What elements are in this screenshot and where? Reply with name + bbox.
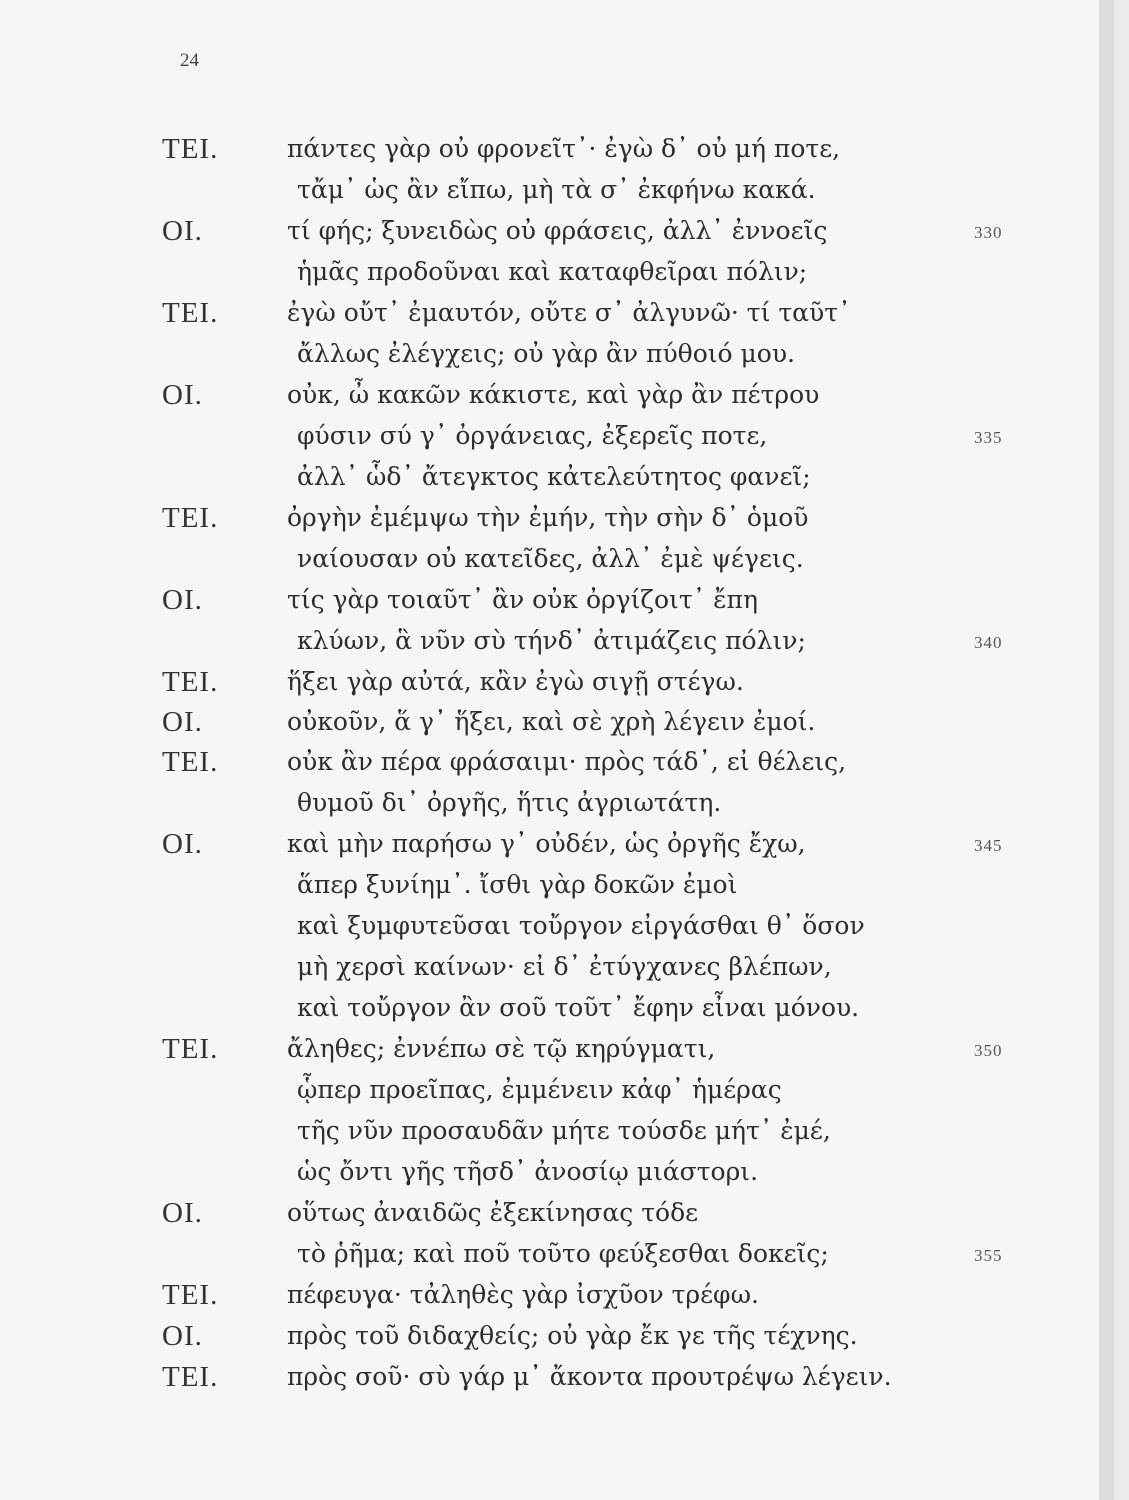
speaker-label: TEI.	[162, 666, 219, 698]
verse-line	[0, 581, 1114, 619]
speaker-label: OI.	[162, 828, 203, 860]
line-number: 345	[974, 836, 1003, 855]
verse-line	[0, 294, 1114, 332]
verse-text: ἄλλως ἐλέγχεις; οὐ γὰρ ἂν πύθοιό μου.	[297, 339, 795, 368]
verse-line	[0, 212, 1114, 250]
verse-text: τὸ ῥῆμα; καὶ ποῦ τοῦτο φεύξεσθαι δοκεῖς;	[297, 1239, 829, 1268]
speaker-label: TEI.	[162, 297, 219, 329]
verse-text: ἐγὼ οὔτ᾽ ἐμαυτόν, οὔτε σ᾽ ἀλγυνῶ· τί ταῦτ᾽	[287, 298, 851, 327]
speaker-label: TEI.	[162, 133, 219, 165]
verse-line	[0, 663, 1114, 701]
verse-line	[0, 703, 1114, 741]
verse-text: κλύων, ἃ νῦν σὺ τήνδ᾽ ἀτιμάζεις πόλιν;	[297, 626, 806, 655]
speaker-label: OI.	[162, 1197, 203, 1229]
verse-line	[0, 866, 1114, 904]
verse-text: πέφευγα· τἀληθὲς γὰρ ἰσχῦον τρέφω.	[287, 1280, 759, 1309]
verse-line	[0, 622, 1114, 660]
verse-line	[0, 335, 1114, 373]
verse-line	[0, 907, 1114, 945]
verse-text: οὐκοῦν, ἅ γ᾽ ἥξει, καὶ σὲ χρὴ λέγειν ἐμοί.	[287, 707, 816, 736]
verse-text: τί φής; ξυνειδὼς οὐ φράσεις, ἀλλ᾽ ἐννοεῖς	[287, 216, 828, 245]
speaker-label: OI.	[162, 706, 203, 738]
verse-text: ναίουσαν οὐ κατεῖδες, ἀλλ᾽ ἐμὲ ψέγεις.	[297, 544, 804, 573]
verse-line	[0, 458, 1114, 496]
speaker-label: TEI.	[162, 1033, 219, 1065]
verse-line	[0, 1030, 1114, 1068]
verse-line	[0, 989, 1114, 1027]
verse-text: πρὸς σοῦ· σὺ γάρ μ᾽ ἄκοντα προυτρέψω λέγειν.	[287, 1362, 892, 1391]
verse-line	[0, 1071, 1114, 1109]
verse-line	[0, 540, 1114, 578]
speaker-label: TEI.	[162, 502, 219, 534]
line-number: 350	[974, 1041, 1003, 1060]
verse-line	[0, 1276, 1114, 1314]
speaker-label: OI.	[162, 379, 203, 411]
speaker-label: OI.	[162, 1320, 203, 1352]
line-number: 330	[974, 223, 1003, 242]
verse-line	[0, 825, 1114, 863]
verse-line	[0, 253, 1114, 291]
verse-text: πάντες γὰρ οὐ φρονεῖτ᾽· ἐγὼ δ᾽ οὐ μή ποτε,	[287, 134, 841, 163]
speaker-label: TEI.	[162, 1279, 219, 1311]
verse-text: ἅπερ ξυνίημ᾽. ἴσθι γὰρ δοκῶν ἐμοὶ	[297, 870, 738, 899]
verse-line	[0, 499, 1114, 537]
verse-line	[0, 417, 1114, 455]
verse-text: μὴ χερσὶ καίνων· εἰ δ᾽ ἐτύγχανες βλέπων,	[297, 952, 832, 981]
verse-text: καὶ τοὔργον ἂν σοῦ τοῦτ᾽ ἔφην εἶναι μόνου.	[297, 993, 860, 1022]
verse-line	[0, 1153, 1114, 1191]
verse-text: τίς γὰρ τοιαῦτ᾽ ἂν οὐκ ὀργίζοιτ᾽ ἔπη	[287, 585, 758, 614]
verse-text: οὕτως ἀναιδῶς ἐξεκίνησας τόδε	[287, 1198, 699, 1227]
verse-line	[0, 948, 1114, 986]
verse-text: θυμοῦ δι᾽ ὀργῆς, ἥτις ἀγριωτάτη.	[297, 788, 722, 817]
verse-line	[0, 743, 1114, 781]
line-number: 355	[974, 1246, 1003, 1265]
verse-text: ἡμᾶς προδοῦναι καὶ καταφθεῖραι πόλιν;	[297, 257, 808, 286]
verse-text: ἀλλ᾽ ὧδ᾽ ἄτεγκτος κἀτελεύτητος φανεῖ;	[297, 462, 811, 491]
verse-text: οὐκ ἂν πέρα φράσαιμι· πρὸς τάδ᾽, εἰ θέλεις,	[287, 747, 847, 776]
line-number: 335	[974, 428, 1003, 447]
verse-line	[0, 1317, 1114, 1355]
verse-line	[0, 1235, 1114, 1273]
verse-text: τῆς νῦν προσαυδᾶν μήτε τούσδε μήτ᾽ ἐμέ,	[297, 1116, 831, 1145]
speaker-label: OI.	[162, 584, 203, 616]
verse-line	[0, 130, 1114, 168]
line-number: 340	[974, 633, 1003, 652]
verse-text: καὶ μὴν παρήσω γ᾽ οὐδέν, ὡς ὀργῆς ἔχω,	[287, 829, 806, 858]
verse-line	[0, 1358, 1114, 1396]
page-number: 24	[180, 50, 199, 71]
verse-line	[0, 1194, 1114, 1232]
verse-text: πρὸς τοῦ διδαχθείς; οὐ γὰρ ἔκ γε τῆς τέχνης.	[287, 1321, 858, 1350]
verse-line	[0, 1112, 1114, 1150]
verse-text: ᾧπερ προεῖπας, ἐμμένειν κἀφ᾽ ἡμέρας	[297, 1075, 782, 1104]
verse-text: ἄληθες; ἐννέπω σὲ τῷ κηρύγματι,	[287, 1034, 716, 1063]
verse-text: τἄμ᾽ ὡς ἂν εἴπω, μὴ τὰ σ᾽ ἐκφήνω κακά.	[297, 175, 816, 204]
verse-text: οὐκ, ὦ κακῶν κάκιστε, καὶ γὰρ ἂν πέτρου	[287, 380, 820, 409]
speaker-label: TEI.	[162, 746, 219, 778]
verse-text: ὡς ὄντι γῆς τῆσδ᾽ ἀνοσίῳ μιάστορι.	[297, 1157, 759, 1186]
verse-text: καὶ ξυμφυτεῦσαι τοὔργον εἰργάσθαι θ᾽ ὅσον	[297, 911, 865, 940]
verse-text: ἥξει γὰρ αὐτά, κἂν ἐγὼ σιγῇ στέγω.	[287, 667, 744, 696]
speaker-label: TEI.	[162, 1361, 219, 1393]
verse-line	[0, 376, 1114, 414]
verse-line	[0, 784, 1114, 822]
verse-text: ὀργὴν ἐμέμψω τὴν ἐμήν, τὴν σὴν δ᾽ ὁμοῦ	[287, 503, 809, 532]
speaker-label: OI.	[162, 215, 203, 247]
verse-line	[0, 171, 1114, 209]
verse-text: φύσιν σύ γ᾽ ὀργάνειας, ἐξερεῖς ποτε,	[297, 421, 768, 450]
